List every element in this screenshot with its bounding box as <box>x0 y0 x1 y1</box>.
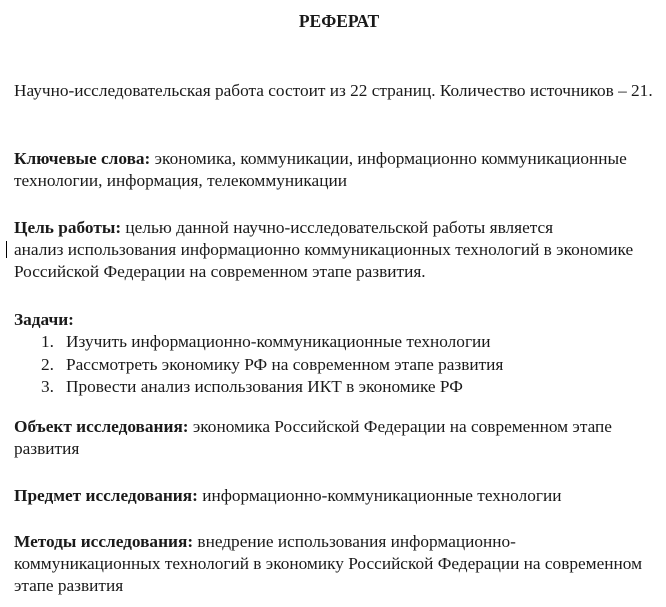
tasks-section <box>14 309 660 399</box>
tasks-list <box>14 331 660 399</box>
goal-label: Цель работы: <box>14 218 122 237</box>
keywords-text: экономика, коммуникации, информационно коммуникационные технологии, информация, телекоммуникации <box>14 149 627 190</box>
list-item <box>14 331 660 354</box>
methods-paragraph <box>14 531 660 597</box>
object-text: экономика Российской Федерации на современном этапе развития <box>14 417 612 458</box>
object-paragraph <box>14 416 660 460</box>
intro-text: Научно-исследовательская работа состоит из 22 страниц. Количество источников – 21. <box>14 81 653 100</box>
list-item-number: 2. <box>41 354 54 374</box>
object-label: Объект исследования: <box>14 417 189 436</box>
methods-text: внедрение использования информационно-коммуникационных технологий в экономику Российской Федерации на современном этапе развития <box>14 532 643 595</box>
list-item-number: 1. <box>41 332 54 351</box>
list-item <box>14 376 660 399</box>
list-item-text: Рассмотреть экономику РФ на современном этапе развития <box>66 354 504 374</box>
document-page <box>14 0 660 595</box>
text-cursor <box>6 241 7 258</box>
list-item-text: Провести анализ использования ИКТ в экономике РФ <box>66 377 463 397</box>
list-item <box>14 354 660 377</box>
subject-text: информационно-коммуникационные технологии <box>197 486 562 505</box>
keywords-label: Ключевые слова: <box>14 149 151 168</box>
methods-label: Методы исследования: <box>14 532 194 551</box>
subject-paragraph <box>14 485 660 507</box>
goal-text-rest: анализ использования информационно коммуникационных технологий в экономике Российской Федерации на современном этапе развития. <box>14 240 634 281</box>
list-item-text: Изучить информационно-коммуникационные технологии <box>66 332 491 351</box>
keywords-paragraph <box>14 148 660 192</box>
goal-text-line1: целью данной научно-исследовательской работы является <box>121 218 554 237</box>
document-title: РЕФЕРАТ <box>298 11 380 31</box>
tasks-label: Задачи: <box>14 310 74 329</box>
list-item-number: 3. <box>41 377 54 397</box>
subject-label: Предмет исследования: <box>14 486 198 505</box>
goal-paragraph <box>14 217 660 283</box>
intro-paragraph <box>14 80 660 102</box>
